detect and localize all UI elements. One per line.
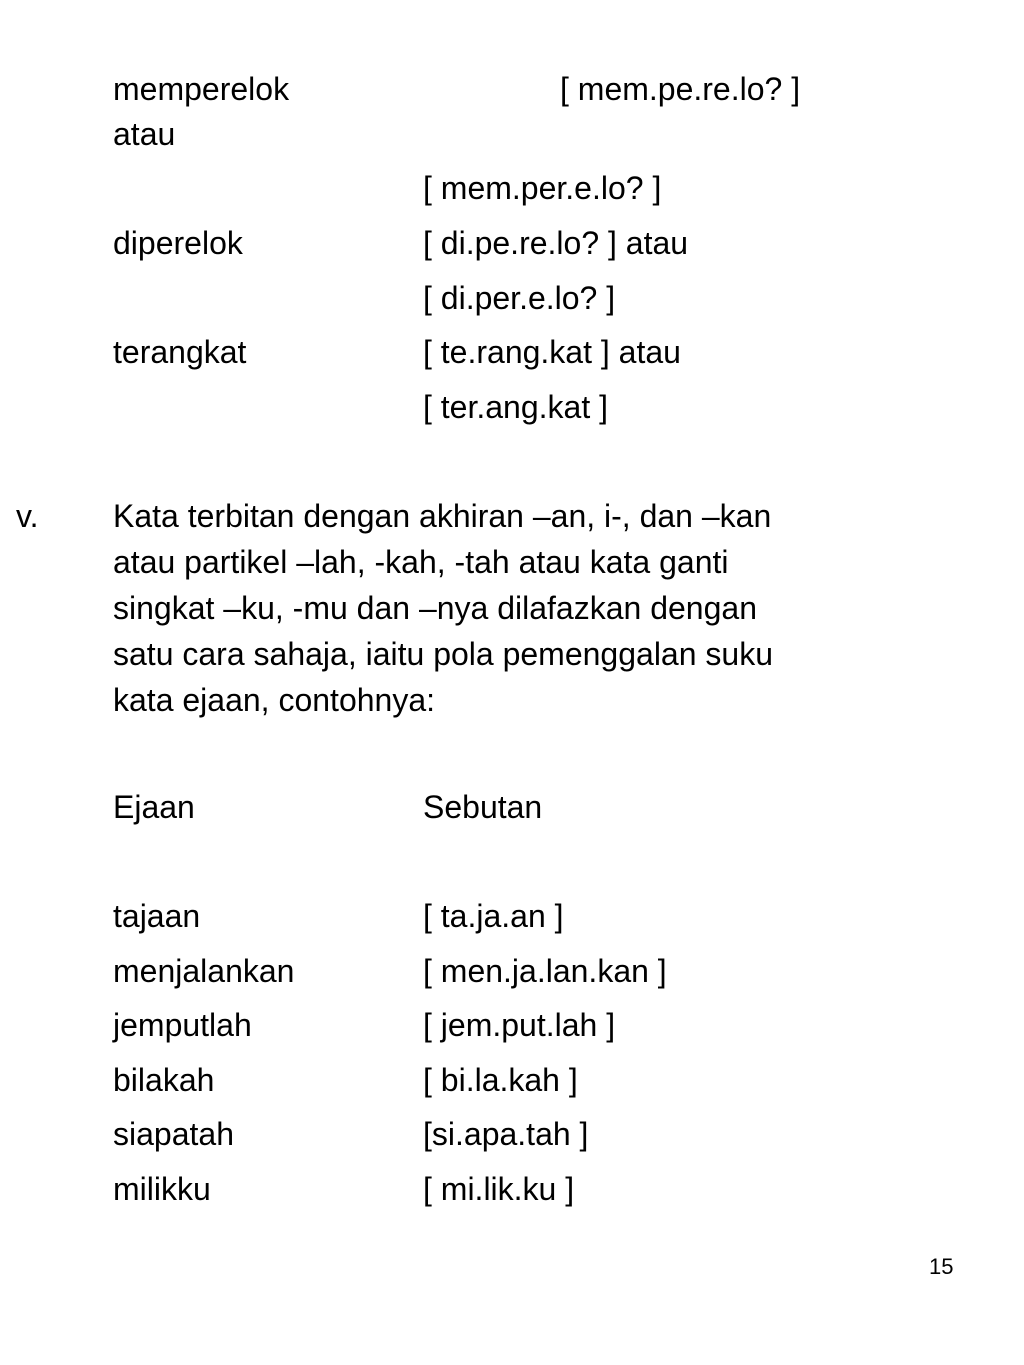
paragraph-line: singkat –ku, -mu dan –nya dilafazkan dengan [113,590,757,626]
pron-memperelok-2: [ mem.per.e.lo? ] [423,170,662,206]
section-paragraph [113,497,913,727]
sebutan-cell: [ ta.ja.an ] [423,898,564,934]
ejaan-cell: milikku [113,1171,211,1207]
ejaan-cell: siapatah [113,1116,234,1152]
connector-atau: atau [113,116,176,152]
sebutan-cell: [ mi.lik.ku ] [423,1171,575,1207]
ejaan-cell: jemputlah [113,1007,252,1043]
header-sebutan: Sebutan [423,789,543,825]
word-memperelok: memperelok [113,71,290,107]
sebutan-cell: [ bi.la.kah ] [423,1062,578,1098]
paragraph-line: Kata terbitan dengan akhiran –an, i-, dan –kan [113,498,772,534]
word-diperelok: diperelok [113,225,243,261]
ejaan-cell: tajaan [113,898,201,934]
sebutan-cell: [si.apa.tah ] [423,1116,589,1152]
sebutan-cell: [ men.ja.lan.kan ] [423,953,667,989]
page-number: 15 [929,1254,954,1279]
paragraph-line: kata ejaan, contohnya: [113,682,436,718]
pron-diperelok-2: [ di.per.e.lo? ] [423,280,616,316]
header-ejaan: Ejaan [113,789,195,825]
section-marker: v. [16,498,39,534]
ejaan-cell: menjalankan [113,953,295,989]
pron-diperelok-1: [ di.pe.re.lo? ] atau [423,225,689,261]
word-terangkat: terangkat [113,334,247,370]
paragraph-line: satu cara sahaja, iaitu pola pemenggalan suku [113,636,773,672]
pron-memperelok-1: [ mem.pe.re.lo? ] [560,71,801,107]
pron-terangkat-1: [ te.rang.kat ] atau [423,334,681,370]
pron-terangkat-2: [ ter.ang.kat ] [423,389,608,425]
paragraph-line: atau partikel –lah, -kah, -tah atau kata ganti [113,544,729,580]
sebutan-cell: [ jem.put.lah ] [423,1007,616,1043]
ejaan-cell: bilakah [113,1062,215,1098]
